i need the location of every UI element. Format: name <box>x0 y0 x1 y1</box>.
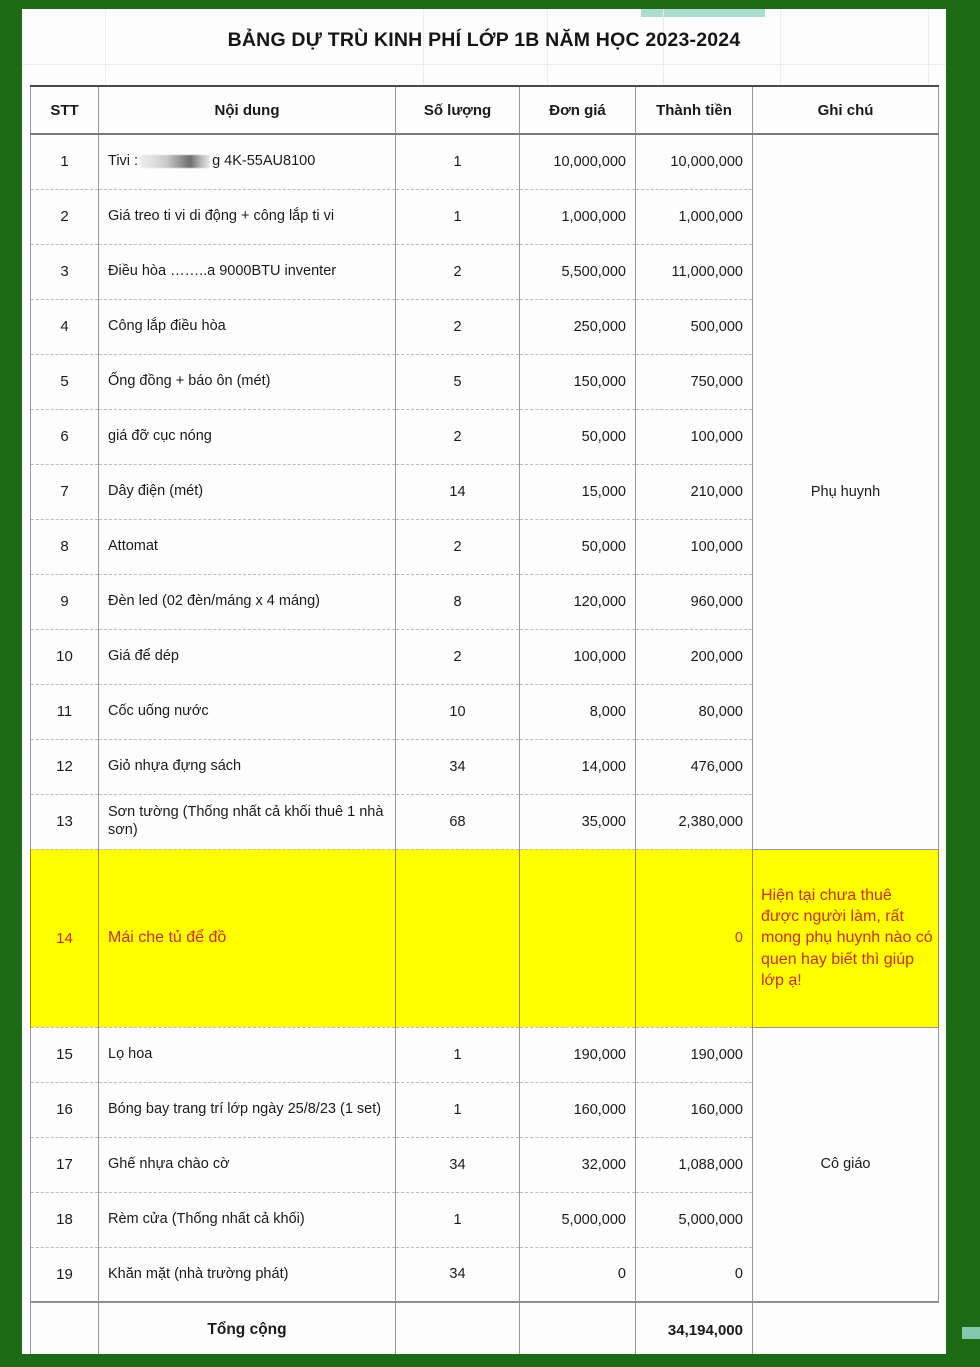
cell-thanhtien: 100,000 <box>636 409 753 464</box>
ghost-gridline <box>22 64 946 65</box>
cell-stt: 10 <box>31 629 99 684</box>
cell-stt: 12 <box>31 739 99 794</box>
table-body <box>31 134 939 1354</box>
cell-noidung <box>99 134 396 189</box>
cell-noidung: Cốc uống nước <box>99 684 396 739</box>
cell-noidung: Giá để dép <box>99 629 396 684</box>
cell-stt: 4 <box>31 299 99 354</box>
cell-stt: 15 <box>31 1027 99 1082</box>
cell-soluong: 1 <box>396 1082 520 1137</box>
note-cell-teacher: Cô giáo <box>753 1027 939 1302</box>
cell-stt: 14 <box>31 849 99 1027</box>
cell-stt: 11 <box>31 684 99 739</box>
cell-stt: 9 <box>31 574 99 629</box>
cell-soluong <box>396 849 520 1027</box>
cell-dongia: 8,000 <box>520 684 636 739</box>
cell-stt: 18 <box>31 1192 99 1247</box>
cell-dongia: 15,000 <box>520 464 636 519</box>
table-row <box>31 134 939 189</box>
table-total-row <box>31 1302 939 1354</box>
cell-thanhtien: 1,088,000 <box>636 1137 753 1192</box>
note-cell-parents: Phụ huynh <box>753 134 939 849</box>
cell-soluong: 14 <box>396 464 520 519</box>
column-header-ghichu: Ghi chú <box>753 86 939 134</box>
cell-dongia: 14,000 <box>520 739 636 794</box>
cell-thanhtien: 500,000 <box>636 299 753 354</box>
cell-thanhtien: 200,000 <box>636 629 753 684</box>
cell-stt: 2 <box>31 189 99 244</box>
cell-stt: 5 <box>31 354 99 409</box>
cell-noidung: Lọ hoa <box>99 1027 396 1082</box>
cell-dongia: 0 <box>520 1247 636 1302</box>
cell-thanhtien: 190,000 <box>636 1027 753 1082</box>
cell-noidung: Đèn led (02 đèn/máng x 4 máng) <box>99 574 396 629</box>
cell-thanhtien: 210,000 <box>636 464 753 519</box>
cell-stt: 16 <box>31 1082 99 1137</box>
column-header-thanhtien: Thành tiền <box>636 86 753 134</box>
cell-dongia: 100,000 <box>520 629 636 684</box>
column-header-dongia: Đơn giá <box>520 86 636 134</box>
cell-dongia: 35,000 <box>520 794 636 849</box>
cell-thanhtien: 2,380,000 <box>636 794 753 849</box>
cell-thanhtien: 960,000 <box>636 574 753 629</box>
column-header-stt: STT <box>31 86 99 134</box>
cell-soluong: 10 <box>396 684 520 739</box>
cell-soluong: 1 <box>396 134 520 189</box>
page-title: BẢNG DỰ TRÙ KINH PHÍ LỚP 1B NĂM HỌC 2023-2024 <box>227 29 741 51</box>
total-blank-soluong <box>396 1302 520 1354</box>
cell-soluong: 2 <box>396 629 520 684</box>
cell-soluong: 2 <box>396 519 520 574</box>
cell-noidung: Ống đồng + báo ôn (mét) <box>99 354 396 409</box>
cell-noidung: Giỏ nhựa đựng sách <box>99 739 396 794</box>
cell-thanhtien: 100,000 <box>636 519 753 574</box>
total-blank-stt <box>31 1302 99 1354</box>
cell-thanhtien: 0 <box>636 849 753 1027</box>
scan-artifact-bottom <box>962 1327 980 1339</box>
cell-noidung: giá đỡ cục nóng <box>99 409 396 464</box>
cell-soluong: 1 <box>396 1192 520 1247</box>
cell-dongia: 1,000,000 <box>520 189 636 244</box>
cell-noidung: Dây điện (mét) <box>99 464 396 519</box>
cell-thanhtien: 10,000,000 <box>636 134 753 189</box>
cell-soluong: 2 <box>396 409 520 464</box>
cell-dongia: 120,000 <box>520 574 636 629</box>
budget-table-wrapper <box>30 85 938 1354</box>
cell-noidung: Attomat <box>99 519 396 574</box>
cell-thanhtien: 80,000 <box>636 684 753 739</box>
cell-soluong: 34 <box>396 1137 520 1192</box>
cell-dongia: 150,000 <box>520 354 636 409</box>
description-prefix: Tivi : <box>108 153 139 170</box>
cell-soluong: 2 <box>396 299 520 354</box>
cell-dongia: 190,000 <box>520 1027 636 1082</box>
cell-soluong: 1 <box>396 189 520 244</box>
cell-stt: 13 <box>31 794 99 849</box>
cell-ghichu-note: Hiện tại chưa thuê được người làm, rất mong phụ huynh nào có quen hay biết thì giúp lớp ạ! <box>753 849 939 1027</box>
cell-noidung: Rèm cửa (Thống nhất cả khối) <box>99 1192 396 1247</box>
column-header-noidung: Nội dung <box>99 86 396 134</box>
cell-thanhtien: 0 <box>636 1247 753 1302</box>
cell-stt: 17 <box>31 1137 99 1192</box>
cell-dongia: 5,500,000 <box>520 244 636 299</box>
cell-stt: 3 <box>31 244 99 299</box>
cell-stt: 7 <box>31 464 99 519</box>
cell-dongia: 250,000 <box>520 299 636 354</box>
table-row-highlighted <box>31 849 939 1027</box>
cell-noidung: Mái che tủ để đồ <box>99 849 396 1027</box>
table-head <box>31 86 939 134</box>
total-label: Tổng cộng <box>99 1302 396 1354</box>
cell-noidung: Công lắp điều hòa <box>99 299 396 354</box>
cell-soluong: 34 <box>396 739 520 794</box>
total-amount: 34,194,000 <box>636 1302 753 1354</box>
cell-stt: 1 <box>31 134 99 189</box>
cell-soluong: 1 <box>396 1027 520 1082</box>
cell-soluong: 8 <box>396 574 520 629</box>
document-sheet <box>22 9 946 1354</box>
cell-dongia <box>520 849 636 1027</box>
cell-thanhtien: 476,000 <box>636 739 753 794</box>
cell-thanhtien: 5,000,000 <box>636 1192 753 1247</box>
total-blank-ghichu <box>753 1302 939 1354</box>
cell-dongia: 5,000,000 <box>520 1192 636 1247</box>
cell-soluong: 34 <box>396 1247 520 1302</box>
cell-thanhtien: 11,000,000 <box>636 244 753 299</box>
cell-noidung: Sơn tường (Thống nhất cả khối thuê 1 nhà sơn) <box>99 794 396 849</box>
cell-soluong: 2 <box>396 244 520 299</box>
cell-thanhtien: 1,000,000 <box>636 189 753 244</box>
cell-stt: 8 <box>31 519 99 574</box>
table-row <box>31 1027 939 1082</box>
description-suffix: g 4K-55AU8100 <box>212 153 316 170</box>
column-header-soluong: Số lượng <box>396 86 520 134</box>
cell-dongia: 10,000,000 <box>520 134 636 189</box>
cell-noidung: Khăn mặt (nhà trường phát) <box>99 1247 396 1302</box>
scan-artifact-top <box>641 9 765 17</box>
cell-thanhtien: 750,000 <box>636 354 753 409</box>
cell-dongia: 32,000 <box>520 1137 636 1192</box>
cell-dongia: 160,000 <box>520 1082 636 1137</box>
cell-thanhtien: 160,000 <box>636 1082 753 1137</box>
cell-soluong: 68 <box>396 794 520 849</box>
cell-noidung: Ghế nhựa chào cờ <box>99 1137 396 1192</box>
cell-noidung: Giá treo ti vi di động + công lắp ti vi <box>99 189 396 244</box>
total-blank-dongia <box>520 1302 636 1354</box>
redaction-block <box>140 155 210 168</box>
cell-dongia: 50,000 <box>520 409 636 464</box>
cell-soluong: 5 <box>396 354 520 409</box>
header-row <box>31 86 939 134</box>
cell-noidung: Bóng bay trang trí lớp ngày 25/8/23 (1 set) <box>99 1082 396 1137</box>
budget-table <box>30 85 939 1354</box>
cell-dongia: 50,000 <box>520 519 636 574</box>
cell-stt: 6 <box>31 409 99 464</box>
cell-stt: 19 <box>31 1247 99 1302</box>
cell-noidung: Điều hòa ……..a 9000BTU inventer <box>99 244 396 299</box>
